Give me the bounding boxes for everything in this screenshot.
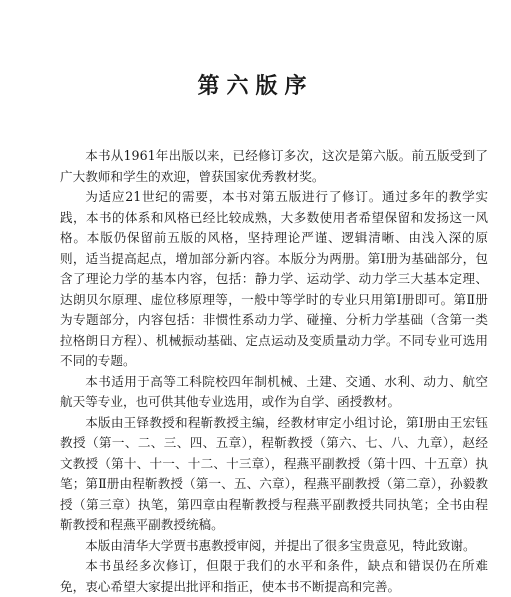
page-title: 第六版序	[197, 74, 314, 99]
paragraph: 为适应21世纪的需要，本书对第五版进行了修订。通过多年的教学实践，本书的体系和风格已经比较成熟，大多数使用者希望保留和发扬这一风格。本版仍保留前五版的风格，坚持理论严谨、逻辑清晰、由浅入深的原则，适当提高起点，增加部分新内容。本版分为两册。第Ⅰ册为基础部分，包含了理论力学的基本内容，包括：静力学、运动学、动力学三大基本定理、达朗贝尔原理、虚位移原理等，一般中等学时的专业只用第Ⅰ册即可。第Ⅱ册为专题部分，内容包括：非惯性系动力学、碰撞、分析力学基础（含第一类拉格朗日方程）、机械振动基础、定点运动及变质量动力学。不同专业可选用不同的专题。	[60, 189, 488, 368]
paragraph: 本版由王铎教授和程靳教授主编，经教材审定小组讨论，第Ⅰ册由王宏钰教授（第一、二、三、四、五章），程靳教授（第六、七、八、九章），赵经文教授（第十、十一、十二、十三章），程燕平副教授（第十四、十五章）执笔；第Ⅱ册由程靳教授（第一、五、六章），程燕平副教授（第二章），孙毅教授（第三章）执笔，第四章由程靳教授与程燕平副教授共同执笔；全书由程靳教授和程燕平副教授统稿。	[60, 414, 488, 532]
paragraph: 本书虽经多次修订，但限于我们的水平和条件，缺点和错误仍在所难免，衷心希望大家提出批评和指正，使本书不断提高和完善。	[60, 558, 488, 594]
paragraph: 本书适用于高等工科院校四年制机械、土建、交通、水利、动力、航空航天等专业，也可供其他专业选用，或作为自学、函授教材。	[60, 373, 488, 409]
paragraph: 本书从1961年出版以来，已经修订多次，这次是第六版。前五版受到了广大教师和学生的欢迎，曾获国家优秀教材奖。	[60, 148, 488, 184]
body-text	[60, 146, 488, 597]
paragraph: 本版由清华大学贾书惠教授审阅，并提出了很多宝贵意见，特此致谢。	[85, 537, 476, 553]
